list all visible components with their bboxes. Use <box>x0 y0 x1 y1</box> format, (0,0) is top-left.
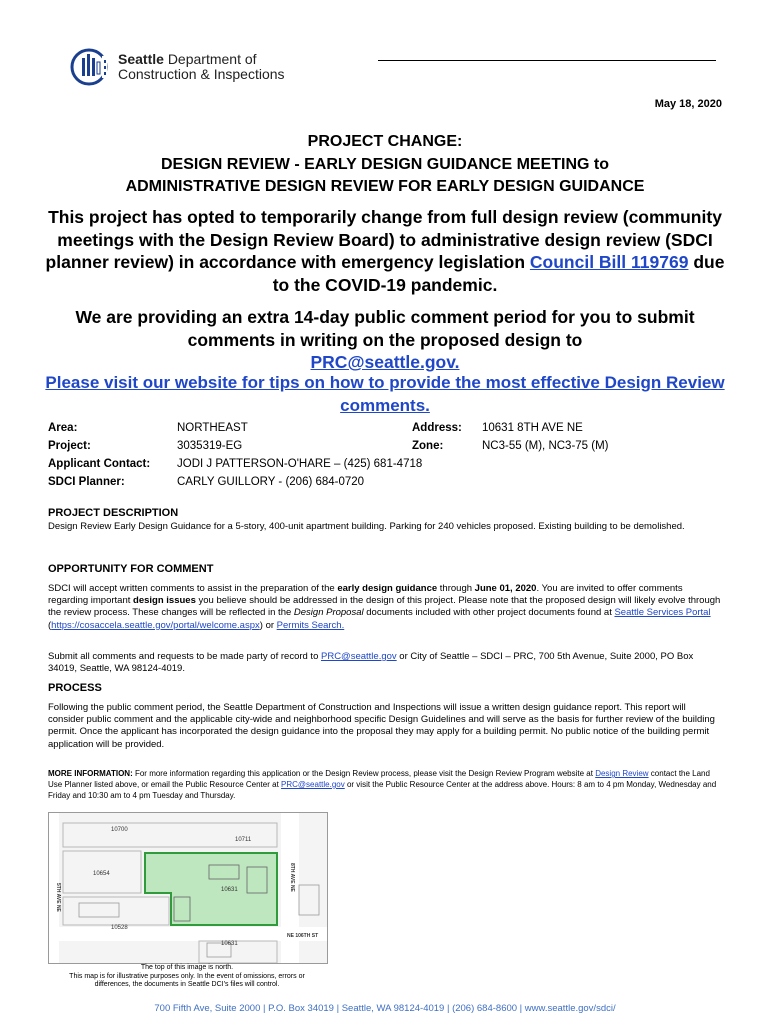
parcel-label-10528: 10528 <box>111 925 128 931</box>
permits-search-link[interactable]: Permits Search. <box>276 619 345 631</box>
logo-seattle: Seattle <box>118 51 164 67</box>
prc-email-link-3[interactable]: PRC@seattle.gov <box>281 780 345 789</box>
services-portal-link[interactable]: Seattle Services Portal <box>614 607 711 619</box>
opportunity-paragraph-1: SDCI will accept written comments to assist in the preparation of the early design guidance through June 01, 2020. You are invited to offer comments regarding important design issues you believe should be addressed in the design of this project. Please note that the proposed design will likely evolve through the review process. These changes will be reflected in the Design Proposal documents included with other project documents found at Seattle Services Portal (https://cosaccela.seattle.gov/portal/welcome.aspx) or Permits Search. <box>48 583 721 631</box>
logo-construction: Construction & Inspections <box>118 66 285 82</box>
zone-value: NC3-55 (M), NC3-75 (M) <box>482 440 609 452</box>
parcel-label-10654: 10654 <box>93 871 110 877</box>
project-description-text: Design Review Early Design Guidance for a 5-story, 400-unit apartment building. Parking for 240 vehicles proposed. Existing building to be demolished. <box>48 521 685 532</box>
opp-text-or: or <box>265 619 275 631</box>
sdci-logo <box>70 48 320 88</box>
tips-notice <box>30 372 740 417</box>
footer-address: 700 Fifth Ave, Suite 2000 | P.O. Box 34019 | Seattle, WA 98124-4019 | (206) 684-8600 | www.seattle.gov/sdci/ <box>154 1003 616 1014</box>
map-caption-2: This map is for illustrative purposes only. In the event of omissions, errors or <box>69 972 305 980</box>
project-info-left <box>48 419 150 491</box>
process-text: Following the public comment period, the Seattle Department of Construction and Inspections will issue a written design guidance report. This report will consider public comment and the applicable city-wide and neighborhood specific Design Guidelines and will serve as the basis for further review of the building permit. Once the applicant has incorporated the design guidance into the proposal they may apply for a building permit. No public notice of the building permit application will be provided. <box>48 702 715 750</box>
opp-design-proposal: Design Proposal <box>293 607 364 619</box>
street-106th: NE 106TH ST <box>287 933 319 939</box>
planner-label: SDCI Planner: <box>48 476 125 488</box>
parcel-label-10700: 10700 <box>111 827 128 833</box>
opp-text-i: documents included with other project documents found at <box>366 607 612 619</box>
planner-value: CARLY GUILLORY - (206) 684-0720 <box>177 476 365 488</box>
logo-department: Department of <box>167 51 257 67</box>
area-value: NORTHEAST <box>177 422 248 434</box>
opp-text-g: you believe should be addressed in the design of this project. Please note that the proposed design will likely evolve through the review process. These changes will be reflected in the <box>48 595 721 619</box>
project-info-right-labels <box>412 419 462 455</box>
submit-text: Submit all comments and requests to be made party of record to <box>48 651 319 662</box>
zone-label: Zone: <box>412 440 444 452</box>
opportunity-heading: OPPORTUNITY FOR COMMENT <box>48 563 214 575</box>
map-caption-1: The top of this image is north. <box>140 964 234 971</box>
project-description-heading: PROJECT DESCRIPTION <box>48 507 179 519</box>
covid-notice <box>40 206 730 296</box>
opp-text-c: through <box>439 583 473 594</box>
map-caption-3: differences, the documents in Seattle DCI's files will control. <box>94 981 280 988</box>
notice-text: This project has opted to temporarily change from full design review (community meetings with the Design Review Board) to administrative design review (SDCI planner review) in accordance with emergency legislation <box>45 207 722 272</box>
site-map-drawing <box>49 813 327 963</box>
design-review-link[interactable]: Design Review <box>595 769 649 778</box>
area-label: Area: <box>48 422 78 434</box>
title-line-2: DESIGN REVIEW - EARLY DESIGN GUIDANCE MEETING to <box>160 155 610 173</box>
notice-date: May 18, 2020 <box>654 98 722 110</box>
notice-text-end: due to the COVID-19 pandemic. <box>272 252 725 295</box>
submit-address: or City of Seattle – SDCI – PRC, 700 5th Avenue, Suite 2000, PO Box 34019, Seattle, WA 98124-4019. <box>48 651 694 675</box>
street-5th-ave: 5TH AVE NE <box>55 883 61 912</box>
more-info-text-a: For more information regarding this application or the Design Review process, please visit the Design Review Program website at <box>134 769 593 778</box>
title-line-1: PROJECT CHANGE: <box>307 133 463 150</box>
project-label: Project: <box>48 440 91 452</box>
portal-url-link[interactable]: https://cosaccela.seattle.gov/portal/welcome.aspx <box>51 619 260 631</box>
opp-deadline: June 01, 2020 <box>474 583 537 594</box>
more-info-label: MORE INFORMATION: <box>48 769 133 778</box>
more-info-text-c: or visit the Public Resource Center at the address above. Hours: 8 am to 4 pm Monday, Wednesday and Friday and 10:30 am to 4 pm Tuesday and Thursday. <box>48 780 717 800</box>
process-heading: PROCESS <box>48 682 102 694</box>
parcel-label-10631-south: 10631 <box>221 941 238 947</box>
opportunity-paragraph-2 <box>48 651 724 675</box>
applicant-value: JODI J PATTERSON-O'HARE – (425) 681-4718 <box>177 458 423 470</box>
parcel-label-10631: 10631 <box>221 887 238 893</box>
prc-email-link-2[interactable]: PRC@seattle.gov <box>321 651 397 662</box>
page-title <box>0 131 770 199</box>
council-bill-link[interactable]: Council Bill 119769 <box>529 252 689 272</box>
more-info-text-b: contact the Land Use Planner listed above, or email the Public Resource Center at <box>48 769 710 789</box>
opp-edg-bold: early design guidance <box>337 583 438 594</box>
design-review-tips-link[interactable]: Please visit our website for tips on how to provide the most effective Design Review comments. <box>45 373 725 415</box>
prc-email-link[interactable]: PRC@seattle.gov. <box>310 352 460 372</box>
address-label: Address: <box>412 422 462 434</box>
map-caption <box>48 964 326 990</box>
address-value: 10631 8TH AVE NE <box>482 422 583 434</box>
logo-wordmark <box>118 52 285 82</box>
project-info-right-values <box>482 419 609 455</box>
project-info-values <box>177 419 422 491</box>
applicant-label: Applicant Contact: <box>48 458 151 470</box>
comment-period-text: We are providing an extra 14-day public comment period for you to submit comments in writing on the proposed design to <box>75 307 695 350</box>
parcel-label-10711: 10711 <box>235 837 252 843</box>
opp-text-a: SDCI will accept written comments to assist in the preparation of the <box>48 583 335 594</box>
comment-period-notice <box>40 306 730 374</box>
street-8th-ave: 8TH AVE NE <box>289 863 295 892</box>
site-map <box>48 812 328 964</box>
more-information <box>48 768 724 801</box>
project-value: 3035319-EG <box>177 440 243 452</box>
opp-text-e: . You are invited to offer comments regarding important <box>48 583 683 607</box>
title-line-3: ADMINISTRATIVE DESIGN REVIEW FOR EARLY DESIGN GUIDANCE <box>125 178 645 195</box>
opp-design-issues: design issues <box>133 595 196 607</box>
seattle-logo-icon <box>70 48 112 86</box>
signature-line <box>378 60 716 61</box>
